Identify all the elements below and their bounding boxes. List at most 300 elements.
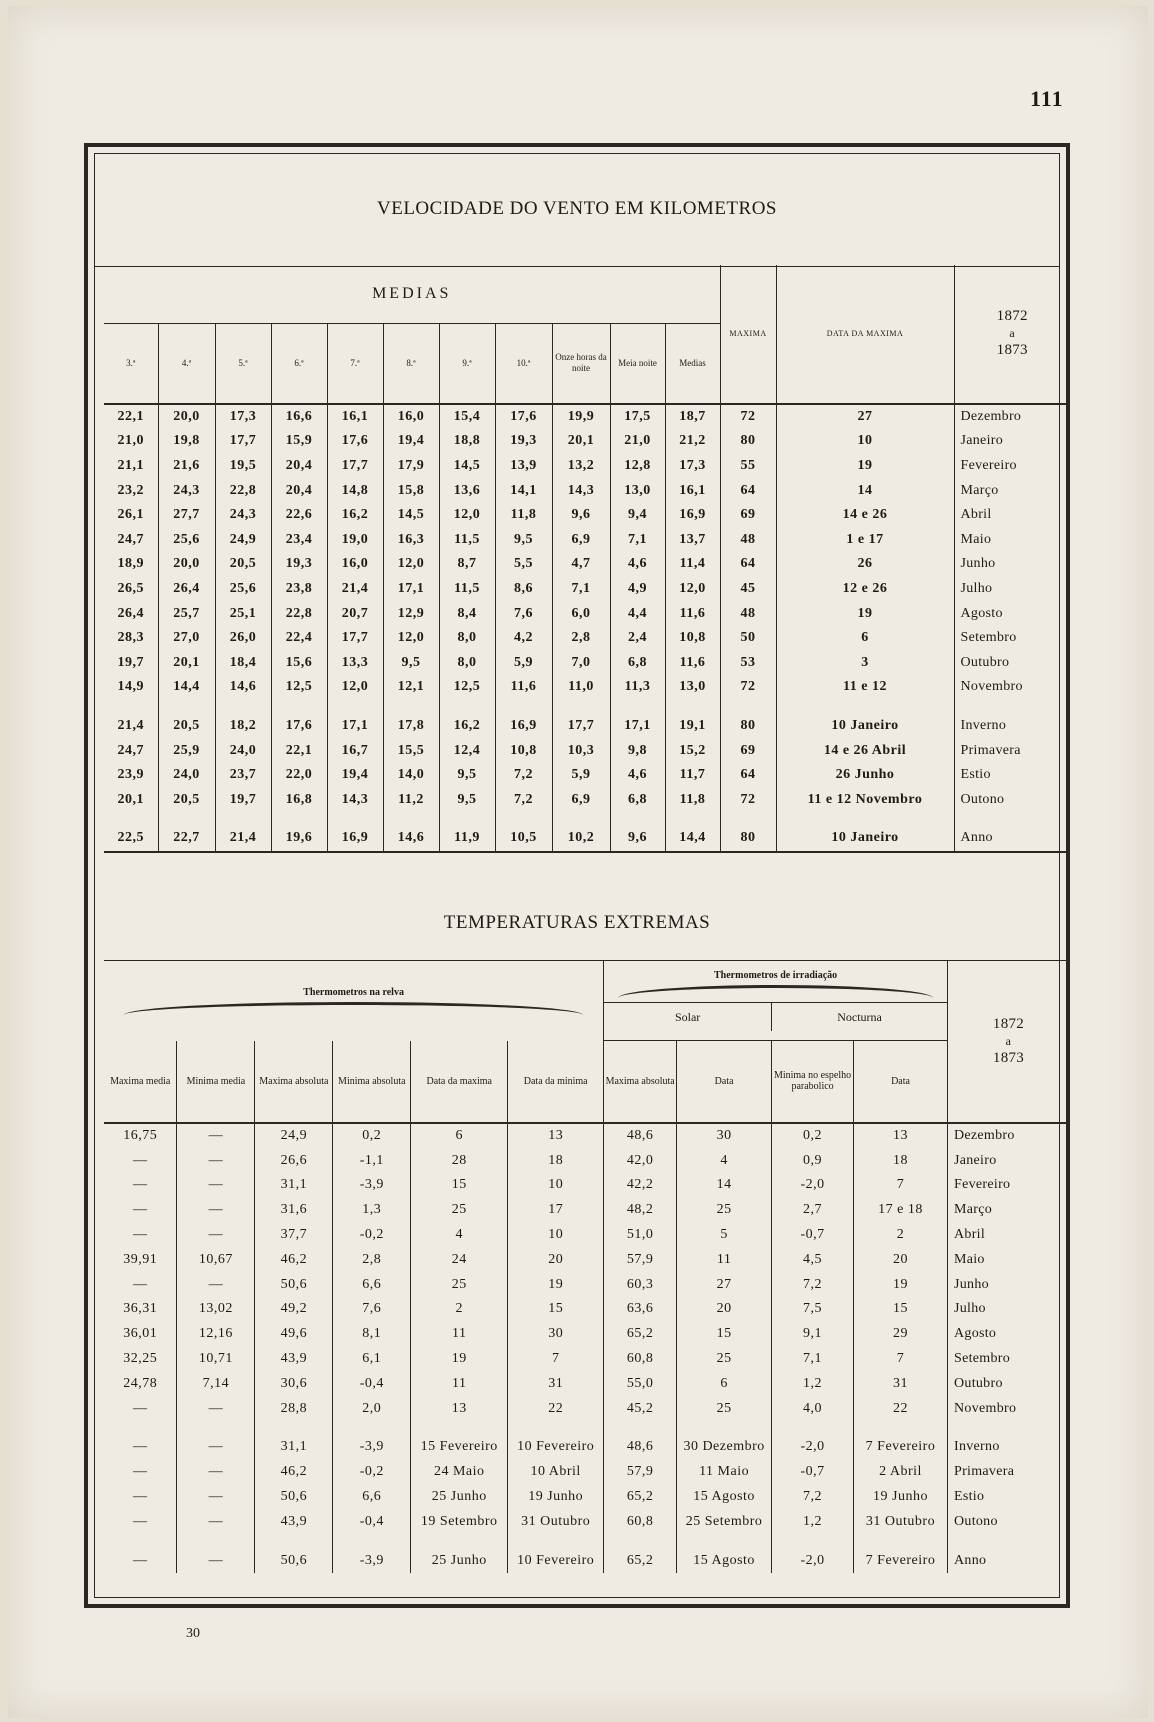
table-cell: 11	[677, 1247, 772, 1272]
spacer-cell	[954, 700, 1070, 714]
table-cell: 16,9	[665, 503, 720, 528]
table-cell: -2,0	[772, 1173, 854, 1198]
table-cell: —	[177, 1272, 255, 1297]
table-cell: —	[177, 1396, 255, 1421]
wind-table	[104, 265, 1070, 853]
table-cell: 11,2	[383, 787, 439, 812]
table-cell: 48,6	[604, 1123, 677, 1149]
table-cell: 21,0	[104, 429, 158, 454]
table-cell: 46,2	[255, 1460, 333, 1485]
table-cell: 22	[508, 1396, 604, 1421]
table-cell: —	[104, 1435, 177, 1460]
row-label: Abril	[953, 1227, 986, 1243]
year-sep: a	[1009, 326, 1016, 341]
wind-row	[104, 552, 1070, 577]
spacer-cell	[720, 700, 776, 714]
table-cell: 20	[677, 1297, 772, 1322]
table-cell: 17,1	[327, 714, 383, 739]
table-cell: 9,1	[772, 1322, 854, 1347]
wind-row	[104, 527, 1070, 552]
table-cell: 9,8	[610, 738, 665, 763]
temp-row	[104, 1297, 1070, 1322]
table-cell: 69	[720, 503, 776, 528]
table-cell: 22,1	[271, 738, 327, 763]
table-cell: 12,5	[439, 675, 495, 700]
table-cell: 6,8	[610, 650, 665, 675]
spacer-cell	[495, 700, 552, 714]
year-header	[954, 265, 1070, 404]
table-cell: 72	[720, 404, 776, 430]
col-header: 5.ª	[215, 324, 271, 404]
table-cell: 9,6	[610, 826, 665, 852]
table-cell: —	[177, 1148, 255, 1173]
table-cell: —	[177, 1198, 255, 1223]
table-cell: 14,4	[665, 826, 720, 852]
table-cell: 10	[776, 429, 954, 454]
spacer-cell	[104, 700, 158, 714]
table-cell: 20,0	[158, 404, 215, 430]
wind-row	[104, 478, 1070, 503]
spacer-cell	[439, 700, 495, 714]
table-cell: 18,9	[104, 552, 158, 577]
table-cell: 19,5	[215, 454, 271, 479]
table-cell: 24,78	[104, 1371, 177, 1396]
table-cell: 22,8	[271, 601, 327, 626]
table-cell: 20,1	[104, 787, 158, 812]
table-cell: 14	[776, 478, 954, 503]
spacer-cell	[508, 1534, 604, 1548]
spacer-cell	[720, 812, 776, 826]
data-maxima-header: DATA DA MAXIMA	[776, 265, 954, 404]
row-label: Inverno	[953, 1439, 1000, 1455]
table-cell: 16,2	[327, 503, 383, 528]
table-cell: -2,0	[772, 1435, 854, 1460]
table-cell: 20,1	[158, 650, 215, 675]
table-cell: 20,5	[158, 714, 215, 739]
table-cell: 10 Fevereiro	[508, 1435, 604, 1460]
table-cell: 17,7	[327, 454, 383, 479]
table-cell: 48	[720, 527, 776, 552]
table-cell: 14 e 26 Abril	[776, 738, 954, 763]
table-cell: 21,4	[104, 714, 158, 739]
table-cell: 8,1	[333, 1322, 411, 1347]
table-cell: 11,6	[665, 601, 720, 626]
col-header: Onze horas da noite	[552, 324, 610, 404]
spacer-cell	[327, 700, 383, 714]
temp-row	[104, 1148, 1070, 1173]
col-header: 9.ª	[439, 324, 495, 404]
table-cell: 63,6	[604, 1297, 677, 1322]
table-cell: 17,5	[610, 404, 665, 430]
table-cell: 11,4	[665, 552, 720, 577]
table-cell: 16,9	[495, 714, 552, 739]
table-cell: 6,8	[610, 787, 665, 812]
row-label: Estio	[953, 1489, 985, 1505]
table-cell: 14,6	[383, 826, 439, 852]
table-cell: 31,6	[255, 1198, 333, 1223]
table-cell: 31,1	[255, 1173, 333, 1198]
table-cell: 8,0	[439, 650, 495, 675]
table-cell: 11 e 12	[776, 675, 954, 700]
table-cell: 5	[677, 1223, 772, 1248]
table-cell: 19,8	[158, 429, 215, 454]
table-cell: 31,1	[255, 1435, 333, 1460]
table-cell: 11,0	[552, 675, 610, 700]
col-header: 3.ª	[104, 324, 158, 404]
table-cell: 12,4	[439, 738, 495, 763]
col-header: Meia noite	[610, 324, 665, 404]
table-cell: 19,7	[104, 650, 158, 675]
spacer-cell	[604, 1534, 677, 1548]
table-cell: 13,0	[665, 675, 720, 700]
table-cell: 0,2	[772, 1123, 854, 1149]
table-cell: 45,2	[604, 1396, 677, 1421]
spacer-row	[104, 1421, 1070, 1435]
col-header: 6.ª	[271, 324, 327, 404]
spacer-cell	[677, 1534, 772, 1548]
nocturna-label: Nocturna	[837, 1009, 882, 1024]
table-cell: 4,6	[610, 552, 665, 577]
table-cell: 17,7	[215, 429, 271, 454]
table-cell: 7,1	[772, 1347, 854, 1372]
table-cell: 23,9	[104, 763, 158, 788]
temp-row	[104, 1198, 1070, 1223]
table-cell: 14,6	[215, 675, 271, 700]
table-cell: 19,3	[271, 552, 327, 577]
table-cell: 27	[677, 1272, 772, 1297]
spacer-cell	[177, 1421, 255, 1435]
row-label: Dezembro	[953, 1127, 1015, 1143]
medias-header: MEDIAS	[104, 265, 720, 324]
table-cell: 6,1	[333, 1347, 411, 1372]
table-cell: 10,2	[552, 826, 610, 852]
table-cell: 10 Abril	[508, 1460, 604, 1485]
table-cell: 10,5	[495, 826, 552, 852]
table-cell: 17,7	[327, 626, 383, 651]
temp-row	[104, 1509, 1070, 1534]
table-cell: 14 e 26	[776, 503, 954, 528]
table-cell: 55	[720, 454, 776, 479]
table-cell: 65,2	[604, 1485, 677, 1510]
row-label: Maio	[960, 531, 992, 547]
row-label: Maio	[953, 1251, 985, 1267]
table-cell: —	[104, 1148, 177, 1173]
row-label: Outubro	[960, 654, 1010, 670]
temp-row	[104, 1173, 1070, 1198]
row-label: Agosto	[960, 605, 1003, 621]
table-cell: —	[104, 1272, 177, 1297]
table-cell: 17,9	[383, 454, 439, 479]
table-cell: 15 Fevereiro	[411, 1435, 508, 1460]
table-cell: 25 Setembro	[677, 1509, 772, 1534]
table-cell: 25,9	[158, 738, 215, 763]
table-cell: —	[104, 1460, 177, 1485]
table-cell: 25 Junho	[411, 1548, 508, 1573]
spacer-cell	[255, 1534, 333, 1548]
table-cell: 26,4	[158, 577, 215, 602]
table-cell: 15,2	[665, 738, 720, 763]
table-cell: 15	[411, 1173, 508, 1198]
table-cell: 23,8	[271, 577, 327, 602]
table-cell: 21,4	[327, 577, 383, 602]
table-cell: 10 Fevereiro	[508, 1548, 604, 1573]
table-cell: 26,1	[104, 503, 158, 528]
table-cell: 14,0	[383, 763, 439, 788]
wind-row	[104, 429, 1070, 454]
table-cell: 16,8	[271, 787, 327, 812]
spacer-cell	[439, 812, 495, 826]
table-cell: 6,9	[552, 787, 610, 812]
table-cell: 4	[411, 1223, 508, 1248]
table-cell: 24,9	[255, 1123, 333, 1149]
table-cell: 7,6	[333, 1297, 411, 1322]
table-cell: 17,6	[271, 714, 327, 739]
table-cell: 80	[720, 714, 776, 739]
table-cell: 28,8	[255, 1396, 333, 1421]
table-cell: 11,3	[610, 675, 665, 700]
table-cell: 6,6	[333, 1485, 411, 1510]
row-label: Janeiro	[953, 1152, 997, 1168]
table-cell: —	[104, 1485, 177, 1510]
wind-row	[104, 738, 1070, 763]
row-label: Anno	[954, 826, 1070, 852]
table-cell: 14,5	[439, 454, 495, 479]
temp-col-header: Minima absoluta	[333, 1041, 411, 1123]
temp-year-start: 1872	[992, 1015, 1025, 1032]
table-cell: 8,4	[439, 601, 495, 626]
table-cell: 13	[411, 1396, 508, 1421]
spacer-cell	[772, 1421, 854, 1435]
table-cell: 19 Junho	[508, 1485, 604, 1510]
table-frame	[84, 143, 1070, 1608]
spacer-cell	[271, 700, 327, 714]
spacer-cell	[104, 1534, 177, 1548]
table-cell: 4,0	[772, 1396, 854, 1421]
table-cell: 11 Maio	[677, 1460, 772, 1485]
table-cell: 14,9	[104, 675, 158, 700]
table-cell: 13	[508, 1123, 604, 1149]
table-cell: 25	[411, 1272, 508, 1297]
table-cell: 22,1	[104, 404, 158, 430]
table-cell: 8,0	[439, 626, 495, 651]
table-cell: 4,9	[610, 577, 665, 602]
col-header: 7.ª	[327, 324, 383, 404]
row-label: Novembro	[953, 1400, 1017, 1416]
table-cell: 19,3	[495, 429, 552, 454]
spacer-cell	[677, 1421, 772, 1435]
table-cell: 17,6	[327, 429, 383, 454]
table-cell: 1 e 17	[776, 527, 954, 552]
table-cell: 17,3	[665, 454, 720, 479]
table-cell: 26,6	[255, 1148, 333, 1173]
row-label: Março	[960, 482, 999, 498]
table-cell: -0,7	[772, 1223, 854, 1248]
table-cell: 10,8	[665, 626, 720, 651]
table-cell: 17,1	[383, 577, 439, 602]
table-cell: 32,25	[104, 1347, 177, 1372]
table-cell: 2	[411, 1297, 508, 1322]
table-cell: 22,4	[271, 626, 327, 651]
table-cell: 0,9	[772, 1148, 854, 1173]
table-cell: 22,0	[271, 763, 327, 788]
table-cell: 7,0	[552, 650, 610, 675]
table-cell: 50	[720, 626, 776, 651]
table-cell: 19 Junho	[854, 1485, 948, 1510]
temp-year-end: 1873	[992, 1049, 1025, 1066]
table-cell: —	[104, 1396, 177, 1421]
table-cell: 19 Setembro	[411, 1509, 508, 1534]
table-cell: —	[177, 1123, 255, 1149]
table-cell: —	[177, 1173, 255, 1198]
table-cell: 15,4	[439, 404, 495, 430]
table-cell: 11,8	[665, 787, 720, 812]
temp-col-header: Data da minima	[508, 1041, 604, 1123]
table-cell: 6,0	[552, 601, 610, 626]
table-cell: 28,3	[104, 626, 158, 651]
relva-brace	[124, 1002, 583, 1015]
row-label: Estio	[960, 767, 991, 783]
table-cell: 19,7	[215, 787, 271, 812]
temp-row	[104, 1272, 1070, 1297]
table-cell: 48	[720, 601, 776, 626]
table-cell: 14,1	[495, 478, 552, 503]
table-cell: —	[177, 1485, 255, 1510]
spacer-row	[104, 812, 1070, 826]
table-cell: 12,9	[383, 601, 439, 626]
table-cell: -0,2	[333, 1223, 411, 1248]
table-cell: 7	[854, 1173, 948, 1198]
table-cell: 55,0	[604, 1371, 677, 1396]
table-cell: 12,0	[439, 503, 495, 528]
irradiacao-brace	[618, 985, 933, 998]
table-cell: 57,9	[604, 1460, 677, 1485]
table-cell: 69	[720, 738, 776, 763]
table-cell: 14,3	[327, 787, 383, 812]
table-cell: 1,2	[772, 1509, 854, 1534]
spacer-cell	[411, 1534, 508, 1548]
spacer-cell	[552, 700, 610, 714]
table-cell: 26 Junho	[776, 763, 954, 788]
table-cell: 17	[508, 1198, 604, 1223]
spacer-row	[104, 1534, 1070, 1548]
table-cell: 11,8	[495, 503, 552, 528]
table-cell: 30,6	[255, 1371, 333, 1396]
table-cell: 9,5	[495, 527, 552, 552]
table-cell: 14,8	[327, 478, 383, 503]
row-label: Julho	[953, 1301, 986, 1317]
table-cell: 26,4	[104, 601, 158, 626]
wind-row	[104, 454, 1070, 479]
temp-col-header: Data da maxima	[411, 1041, 508, 1123]
table-cell: 24,3	[215, 503, 271, 528]
table-cell: 18,8	[439, 429, 495, 454]
table-cell: 24,7	[104, 527, 158, 552]
spacer-cell	[271, 812, 327, 826]
table-cell: 24,7	[104, 738, 158, 763]
table-cell: —	[177, 1223, 255, 1248]
table-cell: -1,1	[333, 1148, 411, 1173]
table-cell: 13,6	[439, 478, 495, 503]
table-cell: 7	[508, 1347, 604, 1372]
table-cell: 25,1	[215, 601, 271, 626]
table-cell: 28	[411, 1148, 508, 1173]
temp-row	[104, 1123, 1070, 1149]
table-cell: 4,4	[610, 601, 665, 626]
table-cell: 45	[720, 577, 776, 602]
table-cell: 24,9	[215, 527, 271, 552]
table-cell: 49,6	[255, 1322, 333, 1347]
table-cell: 15,6	[271, 650, 327, 675]
row-label: Primavera	[960, 742, 1021, 758]
table-cell: 7,1	[610, 527, 665, 552]
table-cell: 39,91	[104, 1247, 177, 1272]
table-cell: 11,5	[439, 527, 495, 552]
table-cell: 20	[854, 1247, 948, 1272]
table-cell: 15	[677, 1322, 772, 1347]
spacer-cell	[255, 1421, 333, 1435]
table-cell: 20,5	[158, 787, 215, 812]
temp-row	[104, 1247, 1070, 1272]
spacer-cell	[411, 1421, 508, 1435]
row-label: Dezembro	[960, 408, 1022, 424]
table-cell: 60,3	[604, 1272, 677, 1297]
table-cell: 42,0	[604, 1148, 677, 1173]
row-label: Janeiro	[960, 433, 1004, 449]
spacer-cell	[947, 1534, 1069, 1548]
wind-row	[104, 650, 1070, 675]
wind-row	[104, 787, 1070, 812]
table-cell: 5,5	[495, 552, 552, 577]
wind-title: VELOCIDADE DO VENTO EM KILOMETROS	[377, 198, 777, 219]
table-cell: 19	[776, 601, 954, 626]
table-cell: 24 Maio	[411, 1460, 508, 1485]
table-cell: 23,7	[215, 763, 271, 788]
table-cell: 30	[508, 1322, 604, 1347]
temp-row	[104, 1347, 1070, 1372]
table-cell: 10,71	[177, 1347, 255, 1372]
table-cell: 2,0	[333, 1396, 411, 1421]
temp-year-sep: a	[1005, 1033, 1012, 1048]
table-cell: 16,0	[383, 404, 439, 430]
table-cell: 13,7	[665, 527, 720, 552]
table-cell: 7,2	[772, 1485, 854, 1510]
table-cell: 13,3	[327, 650, 383, 675]
spacer-cell	[333, 1534, 411, 1548]
table-cell: 15	[854, 1297, 948, 1322]
table-cell: 19	[508, 1272, 604, 1297]
table-cell: 24,0	[215, 738, 271, 763]
table-cell: 25,6	[215, 577, 271, 602]
table-cell: 20,7	[327, 601, 383, 626]
col-header: Medias	[665, 324, 720, 404]
table-cell: 11,6	[665, 650, 720, 675]
table-cell: 4,6	[610, 763, 665, 788]
table-cell: 80	[720, 429, 776, 454]
table-cell: 6	[677, 1371, 772, 1396]
row-label: Julho	[960, 580, 993, 596]
table-cell: 7,5	[772, 1297, 854, 1322]
table-cell: 27	[776, 404, 954, 430]
table-cell: 5,9	[495, 650, 552, 675]
row-label: Agosto	[953, 1326, 997, 1342]
row-label: Abril	[960, 507, 992, 523]
wind-row	[104, 763, 1070, 788]
spacer-cell	[854, 1421, 948, 1435]
irradiacao-group-header	[604, 961, 948, 1041]
table-cell: 14,3	[552, 478, 610, 503]
table-cell: 25 Junho	[411, 1485, 508, 1510]
table-cell: 9,4	[610, 503, 665, 528]
